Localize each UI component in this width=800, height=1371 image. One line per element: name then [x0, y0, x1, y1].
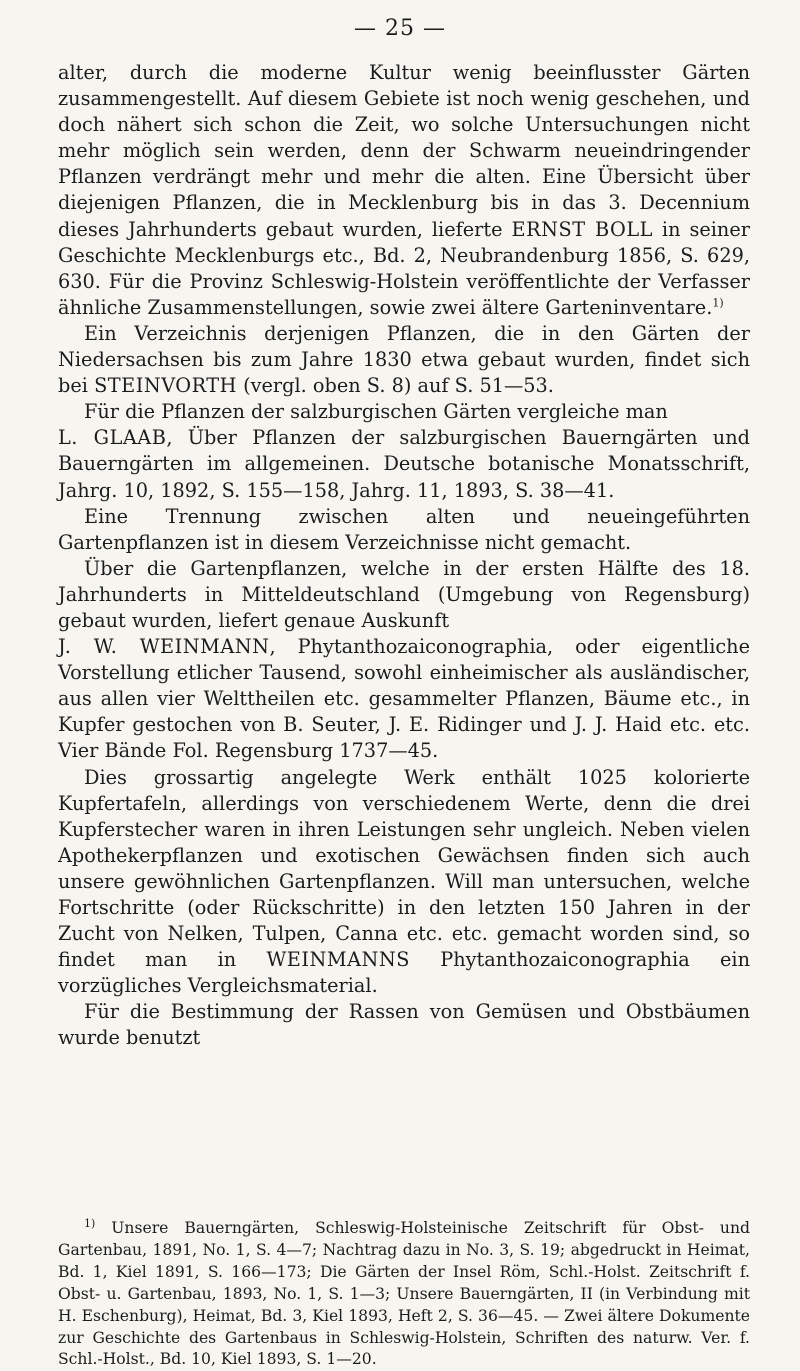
paragraph: [58, 60, 750, 321]
paragraph-text: Für die Pflanzen der salzburgischen Gärten vergleiche man: [84, 400, 668, 424]
paragraph-text: Eine Trennung zwischen alten und neueingeführten Gartenpflanzen ist in diesem Verzeichnisse nicht gemacht.: [58, 504, 750, 554]
paragraph: [58, 765, 750, 1000]
paragraph: [58, 504, 750, 556]
page-number: — 25 —: [354, 16, 446, 41]
paragraph: [58, 556, 750, 634]
paragraph-text: Über die Gartenpflanzen, welche in der ersten Hälfte des 18. Jahrhunderts in Mitteldeutschland (Umgebung von Regensburg) gebaut wurden, liefert genaue Auskunft: [58, 556, 750, 632]
paragraph-text: Phytanthozaiconographia ein vorzügliches Vergleichsmaterial.: [58, 948, 750, 998]
paragraph: [58, 399, 750, 425]
paragraph: [58, 321, 750, 399]
author-name: WEINMANNS: [266, 948, 410, 972]
paragraph-text: in seiner Geschichte Mecklenburgs etc., Bd. 2, Neubrandenburg 1856, S. 629, 630. Für die Provinz Schleswig-Holstein veröffentlichte der Verfasser ähnliche Zusammenstellungen, sowie zwei ältere Garteninventare.: [58, 217, 750, 319]
footnote-text: Unsere Bauerngärten, Schleswig-Holsteinische Zeitschrift für Obst- und Gartenbau, 1891, No. 1, S. 4—7; Nachtrag dazu in No. 3, S. 19; abgedruckt in Heimat, Bd. 1, Kiel 1891, S. 166—173; Die Gärten der Insel Röm, Schl.-Holst. Zeitschrift f. Obst- u. Gartenbau, 1893, No. 1, S. 1—3; Unsere Bauerngärten, II (in Verbindung mit H. Eschenburg), Heimat, Bd. 3, Kiel 1893, Heft 2, S. 36—45. — Zwei ältere Dokumente zur Geschichte des Gartenbaus in Schleswig-Holstein, Schriften des naturw. Ver. f. Schl.-Holst., Bd. 10, Kiel 1893, S. 1—20.: [58, 1219, 750, 1369]
paragraph-text: alter, durch die moderne Kultur wenig beeinflusster Gärten zusammengestellt. Auf diesem Gebiete ist noch wenig geschehen, und doch nähert sich schon die Zeit, wo solche Untersuchungen nicht mehr möglich sein werden, denn der Schwarm neueindringender Pflanzen verdrängt mehr und mehr die alten. Eine Übersicht über diejenigen Pflanzen, die in Mecklenburg bis in das 3. Decennium dieses Jahrhunderts gebaut wurden, lieferte: [58, 61, 750, 241]
paragraph-text: Für die Bestimmung der Rassen von Gemüsen und Obstbäumen wurde benutzt: [58, 1000, 750, 1050]
author-name: STEINVORTH: [94, 374, 237, 398]
citation: [58, 425, 750, 503]
paragraph-text: Dies grossartig angelegte Werk enthält 1025 kolorierte Kupfertafeln, allerdings von verschiedenem Werte, denn die drei Kupferstecher waren in ihren Leistungen sehr ungleich. Neben vielen Apothekerpflanzen und exotischen Gewächsen finden sich auch unsere gewöhnlichen Gartenpflanzen. Will man untersuchen, welche Fortschritte (oder Rückschritte) in den letzten 150 Jahren in der Zucht von Nelken, Tulpen, Canna etc. etc. gemacht worden sind, so findet man in: [58, 765, 750, 972]
footnotes: [58, 1218, 750, 1371]
paragraph: [58, 999, 750, 1051]
body-text: [58, 60, 750, 1052]
citation-text: , Phytanthozaiconographia, oder eigentliche Vorstellung etlicher Tausend, sowohl einheimischer als ausländischer, aus allen vier Welttheilen etc. gesammelter Pflanzen, Bäume etc., in Kupfer gestochen von B. Seuter, J. E. Ridinger und J. J. Haid etc. etc. Vier Bände Fol. Regensburg 1737—45.: [58, 635, 751, 763]
author-name: L. GLAAB: [58, 426, 167, 450]
footnote: [58, 1218, 750, 1371]
footnote-mark: 1): [712, 296, 724, 310]
paragraph-text: (vergl. oben S. 8) auf S. 51—53.: [236, 374, 554, 398]
author-name: J. W. WEINMANN: [58, 635, 270, 659]
paragraph-text: Ein Verzeichnis derjenigen Pflanzen, die in den Gärten der Niedersachsen bis zum Jahre 1830 etwa gebaut wurden, findet sich bei: [58, 321, 750, 398]
footnote-mark: 1): [84, 1216, 96, 1230]
author-name: ERNST BOLL: [511, 217, 653, 241]
citation: [58, 634, 750, 764]
citation-text: , Über Pflanzen der salzburgischen Bauerngärten und Bauerngärten im allgemeinen. Deutsche botanische Monatsschrift, Jahrg. 10, 1892, S. 155—158, Jahrg. 11, 1893, S. 38—41.: [58, 426, 750, 502]
